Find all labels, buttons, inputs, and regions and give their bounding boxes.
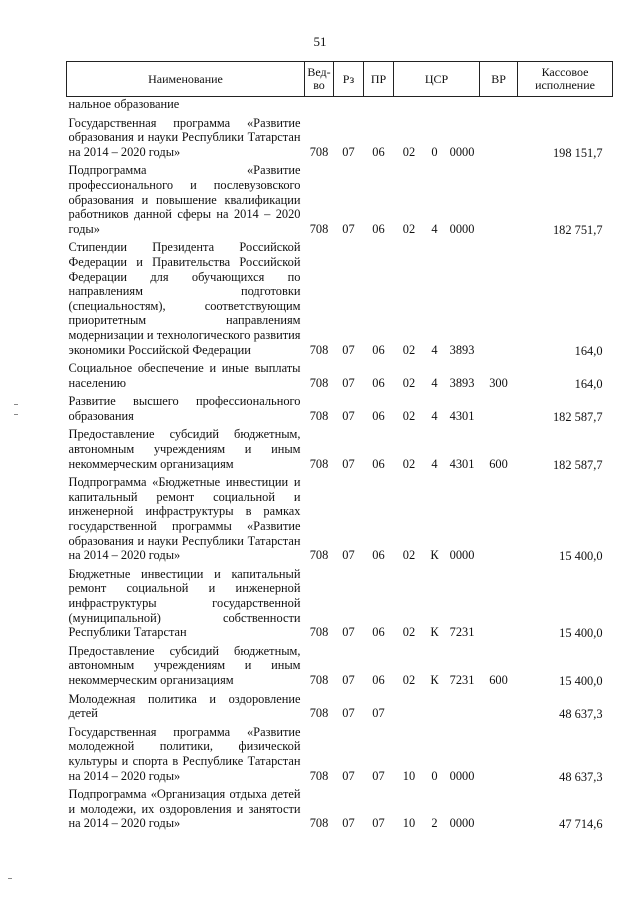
cell-name: Предоставление субсидий бюджетным, автономным учреждениям и иным некоммерческим организациям — [68, 427, 301, 471]
cell-vr — [480, 564, 518, 641]
cell-csr3: 3893 — [449, 375, 475, 390]
cell-csr2: 2 — [431, 816, 438, 831]
cell-name: Молодежная политика и оздоровление детей — [68, 691, 301, 721]
cell-amount: 182 587,7 — [552, 457, 603, 472]
cell-pr: 07 — [372, 816, 385, 831]
cell-rz: 07 — [342, 672, 355, 687]
cell-name: Подпрограмма «Организация отдыха детей и молодежи, их оздоровления и занятости на 2014 – 2020 годы» — [68, 787, 301, 831]
header-rz: Рз — [334, 62, 364, 97]
cell-csr3: 0000 — [449, 768, 475, 783]
budget-table — [66, 61, 613, 832]
cell-vr — [480, 113, 518, 161]
cell-ved: 708 — [309, 342, 329, 357]
cell-ved: 708 — [309, 221, 329, 236]
cell-amount: 15 400,0 — [559, 626, 603, 641]
table-body — [67, 97, 613, 832]
cell-amount: 48 637,3 — [559, 707, 603, 722]
cell-amount: 198 151,7 — [552, 145, 603, 160]
cell-rz: 07 — [342, 408, 355, 423]
table-row — [67, 424, 613, 472]
cell-vr — [480, 722, 518, 784]
cell-pr: 06 — [372, 342, 385, 357]
cell-amount: 182 751,7 — [552, 222, 603, 237]
cell-ved: 708 — [309, 816, 329, 831]
cell-csr3: 7231 — [449, 672, 475, 687]
table-row — [67, 358, 613, 391]
cell-csr1: 10 — [402, 816, 416, 831]
cell-csr2: К — [430, 625, 439, 640]
cell-ved: 708 — [309, 706, 329, 721]
cell-vr: 300 — [489, 375, 508, 390]
header-amount: Кассовое исполнение — [518, 62, 613, 97]
cell-rz: 07 — [342, 144, 355, 159]
cell-amount: 15 400,0 — [559, 549, 603, 564]
cell-name: Стипендии Президента Российской Федерации и Правительства Российской Федерации для обучающихся по направлениям подготовки (специальностям), соответствующим приоритетным направлениям модернизации и технологического развития экономики Российской Федерации — [68, 240, 301, 357]
cell-csr3: 4301 — [449, 408, 475, 423]
cell-name: Подпрограмма «Бюджетные инвестиции и капитальный ремонт социальной и инженерной инфраструктуры в рамках государственной программы «Развитие образования и науки Республики Татарстан на 2014 – 2020 годы» — [68, 475, 301, 563]
table-row — [67, 160, 613, 237]
cell-csr3 — [445, 689, 480, 722]
cell-csr1: 10 — [402, 768, 416, 783]
cell-pr — [364, 97, 394, 113]
cell-csr1: 02 — [402, 342, 416, 357]
cell-pr: 06 — [372, 548, 385, 563]
cell-pr: 06 — [372, 456, 385, 471]
cell-csr2: 4 — [431, 408, 438, 423]
cell-csr1: 02 — [402, 144, 416, 159]
cell-csr1: 02 — [402, 625, 416, 640]
cell-csr3: 0000 — [449, 221, 475, 236]
cell-csr2: К — [430, 672, 439, 687]
cell-csr3: 0000 — [449, 548, 475, 563]
cell-pr: 06 — [372, 375, 385, 390]
cell-ved: 708 — [309, 625, 329, 640]
table-row — [67, 564, 613, 641]
cell-csr1: 02 — [402, 456, 416, 471]
cell-name: Государственная программа «Развитие молодежной политики, физической культуры и спорта в Республике Татарстан на 2014 – 2020 годы» — [68, 724, 301, 783]
table-row — [67, 722, 613, 784]
cell-pr: 06 — [372, 221, 385, 236]
cell-csr3 — [445, 97, 480, 113]
cell-name: Социальное обеспечение и иные выплаты населению — [68, 361, 301, 390]
cell-csr3: 4301 — [449, 456, 475, 471]
cell-vr: 600 — [489, 672, 508, 687]
table-row — [67, 641, 613, 689]
scan-mark — [8, 878, 12, 879]
cell-vr: 600 — [489, 456, 508, 471]
table-row — [67, 237, 613, 358]
cell-vr — [480, 472, 518, 564]
cell-csr1: 02 — [402, 221, 416, 236]
cell-csr1: 02 — [402, 375, 416, 390]
table-row — [67, 97, 613, 113]
cell-name: Подпрограмма «Развитие профессионального и послевузовского образования и повышение квалификации работников данной сферы на 2014 – 2020 годы» — [68, 163, 301, 236]
header-vr: ВР — [480, 62, 518, 97]
cell-csr1 — [394, 689, 425, 722]
table-row — [67, 113, 613, 161]
cell-ved: 708 — [309, 375, 329, 390]
cell-name: Развитие высшего профессионального образования — [68, 394, 301, 423]
cell-csr2: 4 — [431, 375, 438, 390]
cell-name: нальное образование — [68, 97, 180, 111]
cell-ved: 708 — [309, 408, 329, 423]
cell-pr: 06 — [372, 144, 385, 159]
cell-csr2: 4 — [431, 456, 438, 471]
cell-csr1: 02 — [402, 408, 416, 423]
cell-csr2 — [425, 97, 445, 113]
cell-vr — [480, 391, 518, 424]
cell-name: Предоставление субсидий бюджетным, автономным учреждениям и иным некоммерческим организациям — [68, 643, 301, 687]
cell-csr2: 4 — [431, 342, 438, 357]
cell-csr3: 3893 — [449, 342, 475, 357]
table-header-row — [67, 62, 613, 97]
cell-rz: 07 — [342, 548, 355, 563]
cell-vr — [480, 689, 518, 722]
cell-vr — [480, 160, 518, 237]
header-name: Наименование — [67, 62, 305, 97]
cell-vr — [480, 97, 518, 113]
cell-amount: 15 400,0 — [559, 673, 603, 688]
header-csr: ЦСР — [394, 62, 480, 97]
cell-csr3: 0000 — [449, 144, 475, 159]
cell-csr3: 0000 — [449, 816, 475, 831]
cell-pr: 07 — [372, 768, 385, 783]
cell-ved: 708 — [309, 672, 329, 687]
cell-ved: 708 — [309, 456, 329, 471]
scan-mark — [14, 404, 18, 405]
cell-name: Бюджетные инвестиции и капитальный ремонт социальной и инженерной инфраструктуры государственной (муниципальной) собственности Республики Татарстан — [68, 566, 301, 640]
cell-ved: 708 — [309, 548, 329, 563]
cell-pr: 06 — [372, 672, 385, 687]
cell-rz: 07 — [342, 625, 355, 640]
cell-amount: 164,0 — [574, 376, 603, 391]
cell-ved: 708 — [309, 144, 329, 159]
cell-name: Государственная программа «Развитие образования и науки Республики Татарстан на 2014 – 2020 годы» — [68, 115, 301, 159]
scan-mark — [14, 414, 18, 415]
cell-csr2: 0 — [431, 768, 438, 783]
cell-csr2: К — [430, 548, 439, 563]
table-row — [67, 784, 613, 832]
cell-rz: 07 — [342, 221, 355, 236]
cell-rz: 07 — [342, 816, 355, 831]
cell-csr2: 0 — [431, 144, 438, 159]
cell-pr: 07 — [372, 706, 385, 721]
cell-rz: 07 — [342, 342, 355, 357]
cell-vr — [480, 237, 518, 358]
cell-ved — [305, 97, 334, 113]
cell-rz: 07 — [342, 768, 355, 783]
table-row — [67, 472, 613, 564]
cell-pr: 06 — [372, 625, 385, 640]
cell-rz: 07 — [342, 375, 355, 390]
page-number: 51 — [313, 34, 327, 49]
cell-csr1: 02 — [402, 548, 416, 563]
table-row — [67, 391, 613, 424]
cell-ved: 708 — [309, 768, 329, 783]
cell-csr3: 7231 — [449, 625, 475, 640]
cell-amount: 164,0 — [574, 343, 603, 358]
cell-vr — [480, 784, 518, 832]
cell-amount — [518, 97, 613, 113]
table-row — [67, 689, 613, 722]
cell-rz: 07 — [342, 706, 355, 721]
cell-rz — [334, 97, 364, 113]
cell-amount: 48 637,3 — [559, 769, 603, 784]
cell-rz: 07 — [342, 456, 355, 471]
header-ved: Вед-во — [305, 62, 334, 97]
header-pr: ПР — [364, 62, 394, 97]
cell-csr1: 02 — [402, 672, 416, 687]
cell-csr1 — [394, 97, 425, 113]
cell-pr: 06 — [372, 408, 385, 423]
cell-csr2: 4 — [431, 221, 438, 236]
cell-csr2 — [425, 689, 445, 722]
cell-amount: 47 714,6 — [559, 817, 603, 832]
cell-amount: 182 587,7 — [552, 409, 603, 424]
